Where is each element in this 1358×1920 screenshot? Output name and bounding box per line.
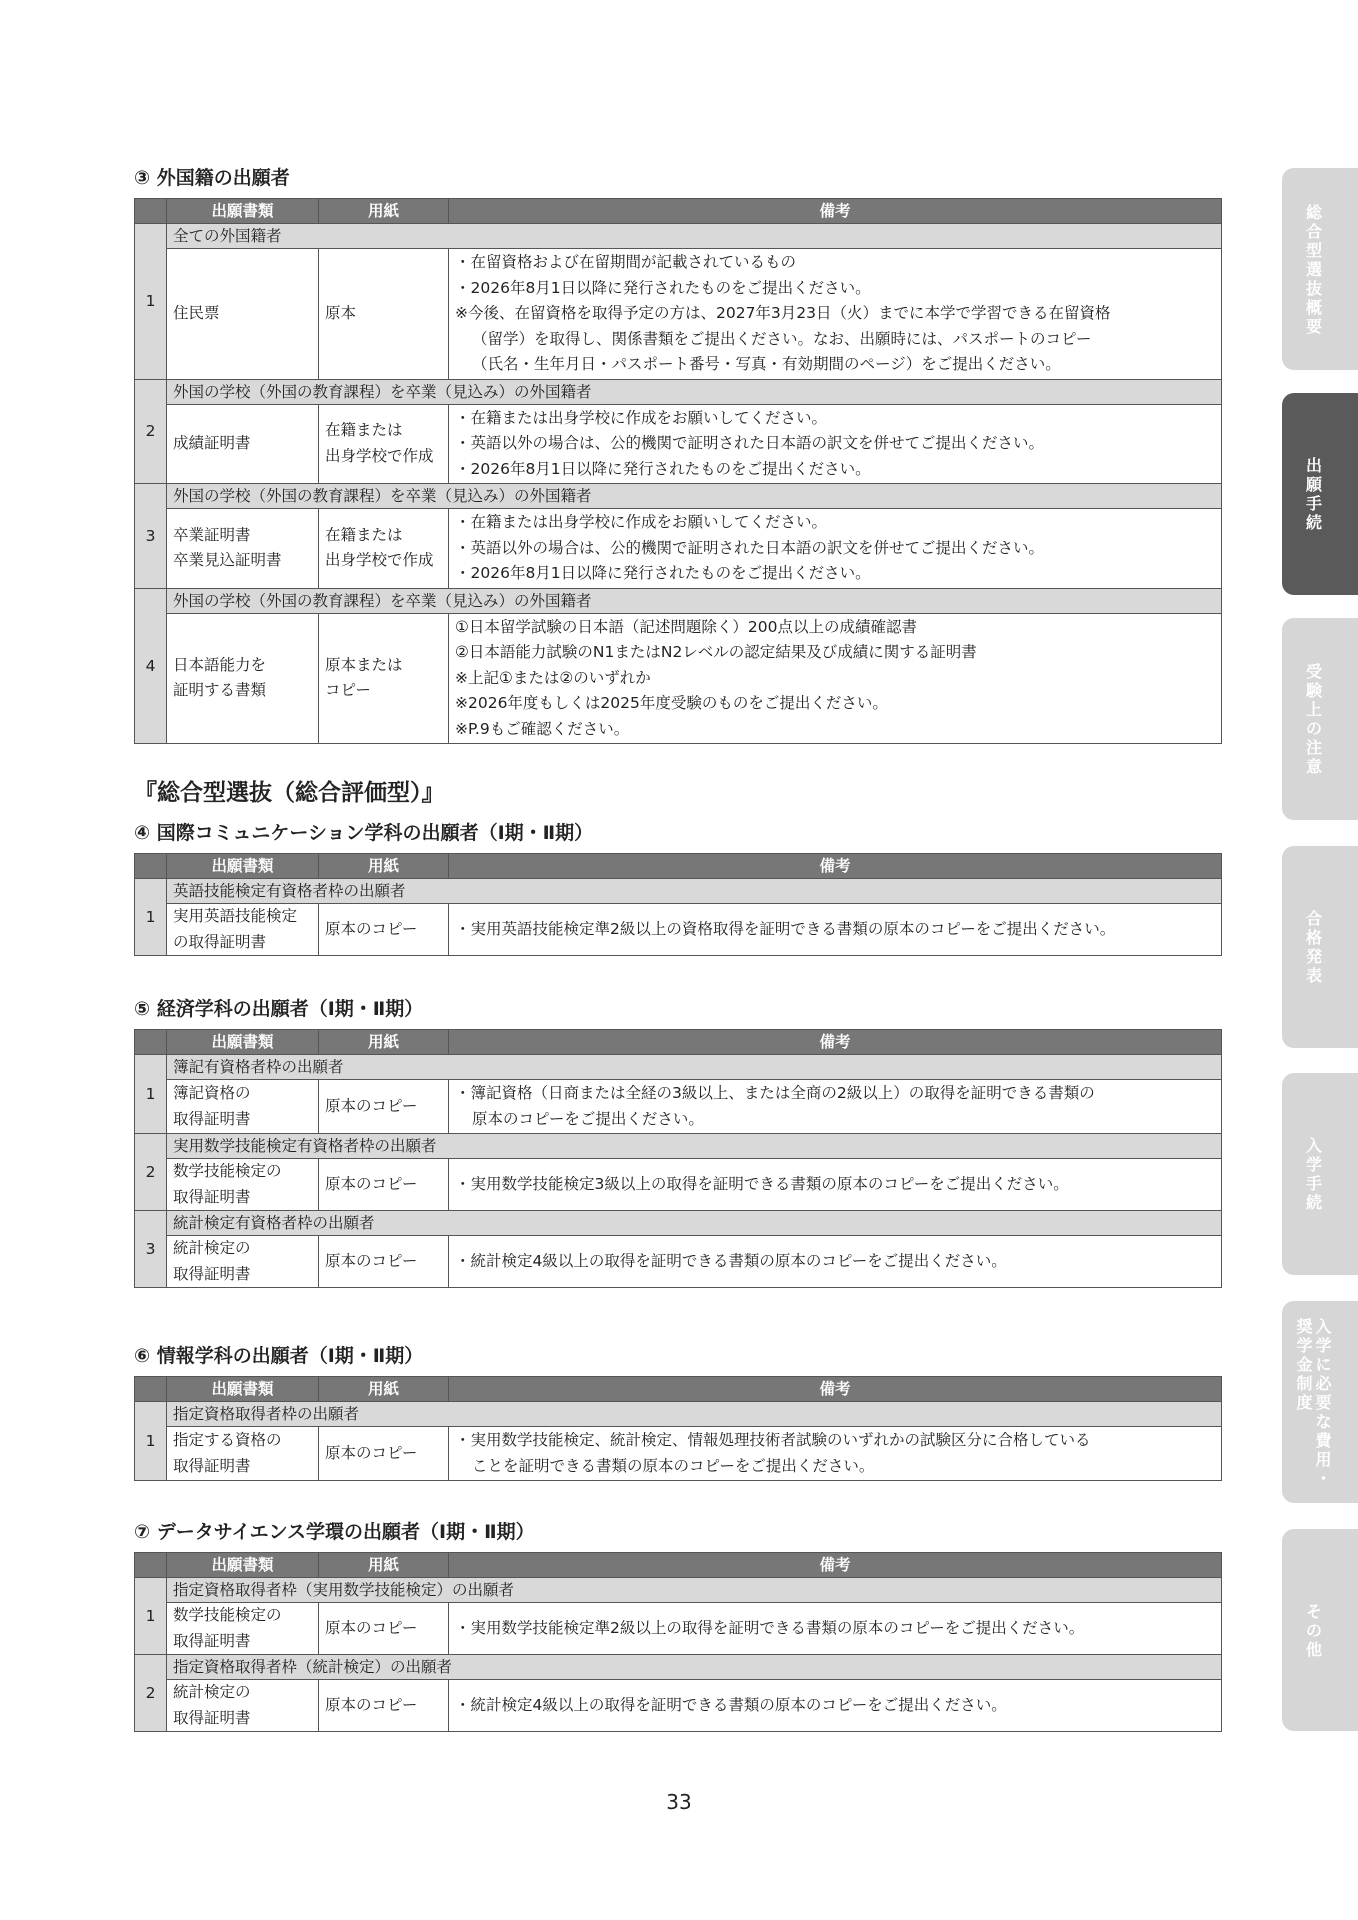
remarks-cell bbox=[449, 613, 1222, 744]
row-number: 1 bbox=[135, 1055, 167, 1134]
table-row bbox=[135, 613, 1222, 744]
document-name-cell bbox=[167, 1680, 319, 1732]
header-documents: 出願書類 bbox=[167, 1377, 319, 1402]
page-number: 33 bbox=[666, 1790, 692, 1814]
document-name-line: 簿記資格の bbox=[173, 1084, 251, 1102]
remarks-line: ※P.9もご確認ください。 bbox=[455, 719, 630, 738]
table-category-row bbox=[135, 1402, 1222, 1427]
document-name-cell bbox=[167, 1080, 319, 1134]
header-number-cell bbox=[135, 1553, 167, 1578]
paper-type-line: 原本のコピー bbox=[325, 1618, 418, 1637]
document-name-line: 取得証明書 bbox=[173, 1187, 251, 1206]
header-remarks: 備考 bbox=[449, 854, 1222, 879]
row-number: 2 bbox=[135, 1134, 167, 1211]
header-documents: 出願書類 bbox=[167, 1553, 319, 1578]
remarks-cell bbox=[449, 1603, 1222, 1655]
document-name-line: 取得証明書 bbox=[173, 1708, 251, 1727]
section-title-foreign: ③ 外国籍の出願者 bbox=[134, 167, 290, 189]
document-name-cell bbox=[167, 249, 319, 380]
requirements-table-data-science bbox=[134, 1552, 1222, 1732]
remarks-line: （留学）を取得し、関係書類をご提出ください。なお、出願時には、パスポートのコピー bbox=[472, 329, 1092, 348]
remarks-line: ・英語以外の場合は、公的機関で証明された日本語の訳文を併せてご提出ください。 bbox=[455, 538, 1045, 557]
table-row bbox=[135, 1427, 1222, 1481]
document-name-line: 取得証明書 bbox=[173, 1456, 251, 1475]
header-documents: 出願書類 bbox=[167, 1030, 319, 1055]
table-row bbox=[135, 509, 1222, 589]
section-title-economics: ⑤ 経済学科の出願者（Ⅰ期・Ⅱ期） bbox=[134, 998, 424, 1020]
table-header-row bbox=[135, 1553, 1222, 1578]
paper-type-line: 出身学校で作成 bbox=[325, 551, 434, 570]
remarks-line: ①日本留学試験の日本語（記述問題除く）200点以上の成績確認書 bbox=[455, 617, 917, 636]
requirements-table-informatics bbox=[134, 1376, 1222, 1481]
document-name-line: 取得証明書 bbox=[173, 1631, 251, 1650]
side-tab-label: 受 験 上 の 注 意 bbox=[1305, 662, 1322, 776]
remarks-line: ・簿記資格（日商または全経の3級以上、または全商の2級以上）の取得を証明できる書類の bbox=[455, 1084, 1095, 1102]
table-category-row bbox=[135, 484, 1222, 509]
table-category-row bbox=[135, 224, 1222, 249]
document-name-line: 卒業見込証明書 bbox=[173, 551, 282, 570]
applicant-category: 全ての外国籍者 bbox=[167, 224, 1222, 249]
paper-type-line: 原本のコピー bbox=[325, 919, 418, 938]
table-row bbox=[135, 904, 1222, 956]
header-number-cell bbox=[135, 199, 167, 224]
paper-type-cell bbox=[319, 1680, 449, 1732]
header-remarks: 備考 bbox=[449, 1030, 1222, 1055]
header-paper: 用紙 bbox=[319, 854, 449, 879]
paper-type-line: 原本または bbox=[325, 655, 403, 674]
remarks-cell bbox=[449, 1427, 1222, 1481]
table-header-row bbox=[135, 199, 1222, 224]
remarks-line: 原本のコピーをご提出ください。 bbox=[472, 1109, 704, 1128]
document-name-cell bbox=[167, 1603, 319, 1655]
remarks-line: ・実用数学技能検定、統計検定、情報処理技術者試験のいずれかの試験区分に合格している bbox=[455, 1431, 1091, 1449]
paper-type-line: 出身学校で作成 bbox=[325, 446, 434, 465]
header-paper: 用紙 bbox=[319, 1553, 449, 1578]
remarks-line: ・2026年8月1日以降に発行されたものをご提出ください。 bbox=[455, 278, 871, 297]
document-name-line: 取得証明書 bbox=[173, 1109, 251, 1128]
row-number: 1 bbox=[135, 1402, 167, 1481]
header-paper: 用紙 bbox=[319, 1030, 449, 1055]
document-name-line: の取得証明書 bbox=[173, 932, 267, 951]
remarks-cell bbox=[449, 249, 1222, 380]
document-name-cell bbox=[167, 1236, 319, 1288]
document-name-line: 数学技能検定の bbox=[173, 1162, 282, 1180]
header-documents: 出願書類 bbox=[167, 199, 319, 224]
paper-type-cell bbox=[319, 1603, 449, 1655]
paper-type-line: 原本のコピー bbox=[325, 1096, 418, 1115]
document-name-cell bbox=[167, 404, 319, 484]
group-title: 『総合型選抜（総合評価型）』 bbox=[134, 780, 445, 806]
remarks-cell bbox=[449, 1159, 1222, 1211]
header-paper: 用紙 bbox=[319, 1377, 449, 1402]
row-number: 2 bbox=[135, 1655, 167, 1732]
remarks-line: ・在留資格および在留期間が記載されているもの bbox=[455, 253, 797, 271]
table-header-row bbox=[135, 1377, 1222, 1402]
side-tab-1[interactable] bbox=[1282, 168, 1358, 370]
document-name-line: 住民票 bbox=[173, 304, 220, 322]
requirements-table-intl-comm bbox=[134, 853, 1222, 956]
side-tab-3[interactable] bbox=[1282, 618, 1358, 820]
document-name-line: 証明する書類 bbox=[173, 681, 267, 700]
remarks-line: ・実用英語技能検定準2級以上の資格取得を証明できる書類の原本のコピーをご提出ください。 bbox=[455, 919, 1116, 938]
paper-type-line: 在籍または bbox=[325, 421, 403, 440]
document-name-line: 成績証明書 bbox=[173, 434, 251, 452]
header-remarks: 備考 bbox=[449, 1553, 1222, 1578]
remarks-line: ・実用数学技能検定準2級以上の取得を証明できる書類の原本のコピーをご提出ください。 bbox=[455, 1618, 1085, 1637]
paper-type-cell bbox=[319, 1427, 449, 1481]
remarks-cell bbox=[449, 509, 1222, 589]
applicant-category: 簿記有資格者枠の出願者 bbox=[167, 1055, 1222, 1080]
remarks-cell bbox=[449, 1080, 1222, 1134]
row-number: 3 bbox=[135, 484, 167, 589]
applicant-category: 英語技能検定有資格者枠の出願者 bbox=[167, 879, 1222, 904]
document-name-cell bbox=[167, 1427, 319, 1481]
header-number-cell bbox=[135, 1030, 167, 1055]
applicant-category: 指定資格取得者枠の出願者 bbox=[167, 1402, 1222, 1427]
paper-type-cell bbox=[319, 1236, 449, 1288]
table-category-row bbox=[135, 879, 1222, 904]
side-tab-5[interactable] bbox=[1282, 1073, 1358, 1275]
table-row bbox=[135, 1159, 1222, 1211]
row-number: 3 bbox=[135, 1211, 167, 1288]
remarks-line: ※今後、在留資格を取得予定の方は、2027年3月23日（火）までに本学で学習できる在留資格 bbox=[455, 304, 1111, 322]
document-name-cell bbox=[167, 613, 319, 744]
document-name-cell bbox=[167, 509, 319, 589]
table-category-row bbox=[135, 1578, 1222, 1603]
applicant-category: 外国の学校（外国の教育課程）を卒業（見込み）の外国籍者 bbox=[167, 588, 1222, 613]
document-name-line: 統計検定の bbox=[173, 1239, 251, 1257]
row-number: 2 bbox=[135, 379, 167, 484]
paper-type-line: コピー bbox=[325, 681, 371, 700]
table-header-row bbox=[135, 854, 1222, 879]
table-category-row bbox=[135, 379, 1222, 404]
side-tab-label: 合 格 発 表 bbox=[1305, 909, 1322, 985]
table-row bbox=[135, 1236, 1222, 1288]
remarks-cell bbox=[449, 404, 1222, 484]
section-title-informatics: ⑥ 情報学科の出願者（Ⅰ期・Ⅱ期） bbox=[134, 1345, 424, 1367]
requirements-table-foreign bbox=[134, 198, 1222, 744]
side-tab-7[interactable] bbox=[1282, 1529, 1358, 1731]
side-tab-label: 入 学 手 続 bbox=[1305, 1136, 1322, 1212]
header-number-cell bbox=[135, 854, 167, 879]
remarks-line: ・在籍または出身学校に作成をお願いしてください。 bbox=[455, 408, 828, 427]
row-number: 1 bbox=[135, 879, 167, 956]
remarks-line: ・2026年8月1日以降に発行されたものをご提出ください。 bbox=[455, 564, 871, 582]
remarks-line: ※上記①または②のいずれか bbox=[455, 668, 651, 687]
table-row bbox=[135, 404, 1222, 484]
remarks-line: ・在籍または出身学校に作成をお願いしてください。 bbox=[455, 513, 828, 531]
document-name-line: 実用英語技能検定 bbox=[173, 907, 298, 925]
document-name-line: 日本語能力を bbox=[173, 655, 267, 674]
header-number-cell bbox=[135, 1377, 167, 1402]
table-category-row bbox=[135, 1134, 1222, 1159]
document-name-cell bbox=[167, 1159, 319, 1211]
paper-type-cell bbox=[319, 249, 449, 380]
table-category-row bbox=[135, 588, 1222, 613]
paper-type-cell bbox=[319, 404, 449, 484]
paper-type-line: 原本のコピー bbox=[325, 1443, 418, 1462]
table-row bbox=[135, 1080, 1222, 1134]
remarks-cell bbox=[449, 904, 1222, 956]
table-category-row bbox=[135, 1655, 1222, 1680]
applicant-category: 外国の学校（外国の教育課程）を卒業（見込み）の外国籍者 bbox=[167, 484, 1222, 509]
applicant-category: 指定資格取得者枠（実用数学技能検定）の出願者 bbox=[167, 1578, 1222, 1603]
document-name-line: 卒業証明書 bbox=[173, 525, 251, 544]
remarks-line: ・英語以外の場合は、公的機関で証明された日本語の訳文を併せてご提出ください。 bbox=[455, 434, 1045, 452]
row-number: 1 bbox=[135, 224, 167, 380]
table-header-row bbox=[135, 1030, 1222, 1055]
document-name-line: 取得証明書 bbox=[173, 1264, 251, 1283]
side-tab-2[interactable] bbox=[1282, 393, 1358, 595]
side-tab-label: 総 合 型 選 抜 概 要 bbox=[1305, 203, 1322, 336]
remarks-line: ことを証明できる書類の原本のコピーをご提出ください。 bbox=[472, 1456, 875, 1475]
header-paper: 用紙 bbox=[319, 199, 449, 224]
remarks-line: ・2026年8月1日以降に発行されたものをご提出ください。 bbox=[455, 459, 871, 478]
applicant-category: 実用数学技能検定有資格者枠の出願者 bbox=[167, 1134, 1222, 1159]
applicant-category: 統計検定有資格者枠の出願者 bbox=[167, 1211, 1222, 1236]
paper-type-cell bbox=[319, 904, 449, 956]
document-name-cell bbox=[167, 904, 319, 956]
remarks-line: ・統計検定4級以上の取得を証明できる書類の原本のコピーをご提出ください。 bbox=[455, 1695, 1007, 1714]
document-name-line: 数学技能検定の bbox=[173, 1606, 282, 1624]
document-name-line: 統計検定の bbox=[173, 1683, 251, 1701]
side-tab-6[interactable] bbox=[1282, 1301, 1358, 1503]
side-tab-4[interactable] bbox=[1282, 846, 1358, 1048]
paper-type-line: 原本のコピー bbox=[325, 1251, 418, 1270]
row-number: 4 bbox=[135, 588, 167, 744]
row-number: 1 bbox=[135, 1578, 167, 1655]
remarks-line: ・実用数学技能検定3級以上の取得を証明できる書類の原本のコピーをご提出ください。 bbox=[455, 1174, 1069, 1193]
side-tab-label: そ の 他 bbox=[1305, 1602, 1322, 1659]
remarks-line: ※2026年度もしくは2025年度受験のものをご提出ください。 bbox=[455, 694, 888, 712]
remarks-line: ②日本語能力試験のN1またはN2レベルの認定結果及び成績に関する証明書 bbox=[455, 643, 977, 661]
applicant-category: 指定資格取得者枠（統計検定）の出願者 bbox=[167, 1655, 1222, 1680]
paper-type-cell bbox=[319, 613, 449, 744]
requirements-table-economics bbox=[134, 1029, 1222, 1288]
remarks-cell bbox=[449, 1236, 1222, 1288]
paper-type-cell bbox=[319, 1159, 449, 1211]
section-title-data-science: ⑦ データサイエンス学環の出願者（Ⅰ期・Ⅱ期） bbox=[134, 1521, 535, 1543]
remarks-line: （氏名・生年月日・パスポート番号・写真・有効期間のページ）をご提出ください。 bbox=[472, 355, 1061, 373]
table-category-row bbox=[135, 1211, 1222, 1236]
applicant-category: 外国の学校（外国の教育課程）を卒業（見込み）の外国籍者 bbox=[167, 379, 1222, 404]
remarks-cell bbox=[449, 1680, 1222, 1732]
paper-type-line: 原本のコピー bbox=[325, 1695, 418, 1714]
header-remarks: 備考 bbox=[449, 1377, 1222, 1402]
side-tab-label: 奨 学 金 制 度 入 学 に 必 要 な 費 用 ・ bbox=[1296, 1317, 1332, 1488]
remarks-line: ・統計検定4級以上の取得を証明できる書類の原本のコピーをご提出ください。 bbox=[455, 1251, 1007, 1270]
paper-type-line: 原本のコピー bbox=[325, 1174, 418, 1193]
paper-type-line: 在籍または bbox=[325, 525, 403, 544]
paper-type-cell bbox=[319, 509, 449, 589]
paper-type-cell bbox=[319, 1080, 449, 1134]
table-row bbox=[135, 1603, 1222, 1655]
document-name-line: 指定する資格の bbox=[173, 1431, 282, 1449]
paper-type-line: 原本 bbox=[325, 304, 357, 322]
table-row bbox=[135, 1680, 1222, 1732]
section-title-intl-comm: ④ 国際コミュニケーション学科の出願者（Ⅰ期・Ⅱ期） bbox=[134, 822, 594, 844]
header-remarks: 備考 bbox=[449, 199, 1222, 224]
side-tab-label: 出 願 手 続 bbox=[1305, 456, 1322, 532]
table-row bbox=[135, 249, 1222, 380]
table-category-row bbox=[135, 1055, 1222, 1080]
header-documents: 出願書類 bbox=[167, 854, 319, 879]
